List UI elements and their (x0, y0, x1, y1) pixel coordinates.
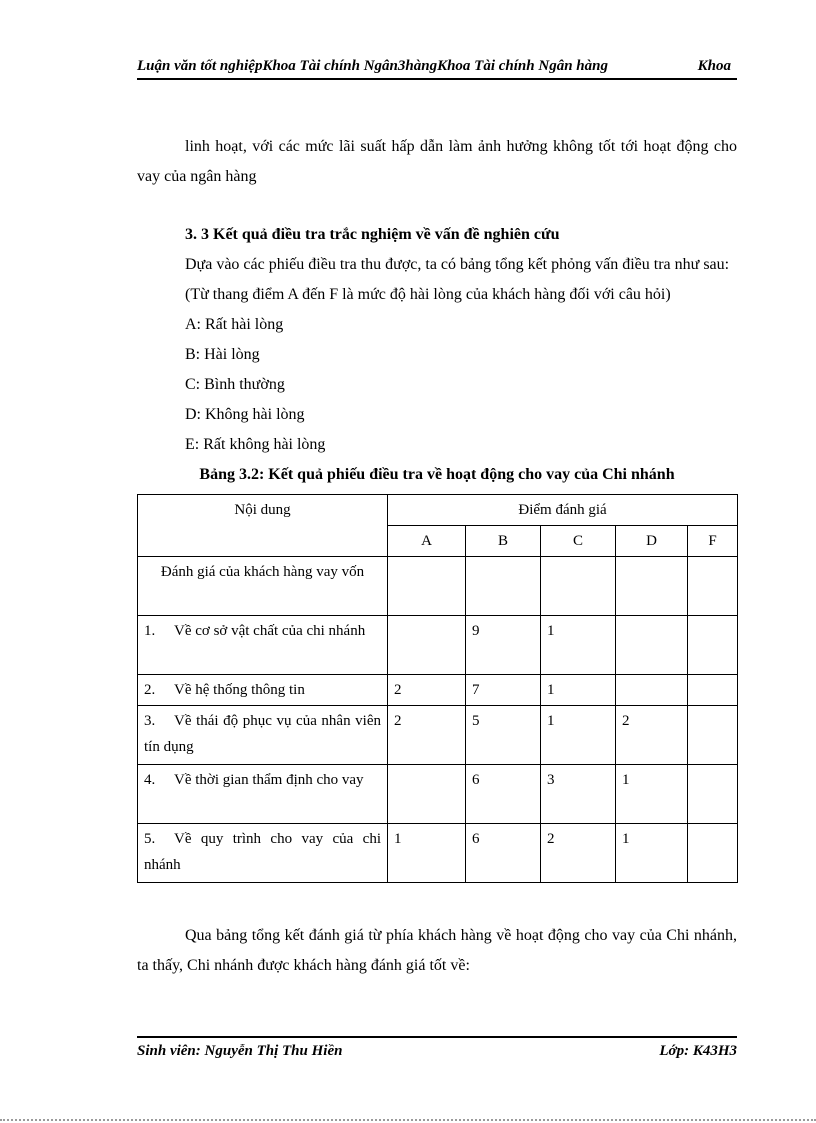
row-number: 3. (144, 713, 156, 729)
grade-cell (688, 675, 738, 706)
row-label (138, 824, 388, 883)
row-text: Về thời gian thẩm định cho vay (174, 772, 364, 788)
header-right-text: Khoa (697, 58, 731, 74)
grade-col-a: A (388, 526, 466, 557)
row-number: 1. (144, 623, 156, 639)
table-caption: Bảng 3.2: Kết quả phiếu điều tra về hoạt động cho vay của Chi nhánh (199, 466, 675, 483)
grade-cell (688, 616, 738, 675)
table-row (138, 616, 738, 675)
col-header-group: Điểm đánh giá (388, 495, 738, 526)
empty-cell (388, 557, 466, 616)
paragraph-conclusion: Qua bảng tổng kết đánh giá từ phía khách hàng về hoạt động cho vay của Chi nhánh, ta thấy, Chi nhánh được khách hàng đánh giá tốt về: (137, 927, 737, 974)
grade-cell: 1 (541, 706, 616, 765)
grade-col-c: C (541, 526, 616, 557)
scale-item-b: B: Hài lòng (185, 346, 260, 363)
table-row (138, 824, 738, 883)
grade-cell: 1 (616, 765, 688, 824)
row-number: 2. (144, 682, 156, 698)
row-label (138, 675, 388, 706)
paragraph-intro: linh hoạt, với các mức lãi suất hấp dẫn làm ảnh hưởng không tốt tới hoạt động cho vay của ngân hàng (137, 138, 737, 185)
row-label (138, 616, 388, 675)
grade-cell: 1 (541, 616, 616, 675)
row-label (138, 765, 388, 824)
empty-cell (541, 557, 616, 616)
row-text: Về cơ sở vật chất của chi nhánh (174, 623, 366, 639)
grade-cell (688, 706, 738, 765)
survey-results-table (137, 494, 738, 883)
scale-item-e: E: Rất không hài lòng (185, 436, 326, 453)
table-row (138, 706, 738, 765)
row-text: Về hệ thống thông tin (174, 682, 305, 698)
table-row (138, 765, 738, 824)
scale-item-a: A: Rất hài lòng (185, 316, 284, 333)
grade-cell (688, 765, 738, 824)
grade-cell: 1 (541, 675, 616, 706)
page-content (137, 0, 737, 981)
scale-item-d: D: Không hài lòng (185, 406, 305, 423)
empty-cell (466, 557, 541, 616)
grade-cell: 3 (541, 765, 616, 824)
footer-class: Lớp: K43H3 (659, 1043, 737, 1059)
row-number: 4. (144, 772, 156, 788)
grade-cell (388, 765, 466, 824)
scale-note: (Từ thang điểm A đến F là mức độ hài lòng của khách hàng đối với câu hỏi) (185, 286, 671, 303)
row-text: Về quy trình cho vay của chi nhánh (144, 831, 381, 873)
grade-cell (688, 824, 738, 883)
grade-cell: 1 (616, 824, 688, 883)
grade-cell (388, 616, 466, 675)
grade-cell: 2 (541, 824, 616, 883)
empty-cell (616, 557, 688, 616)
grade-cell: 2 (616, 706, 688, 765)
col-header-noi-dung: Nội dung (138, 495, 388, 557)
section-label: Đánh giá của khách hàng vay vốn (138, 557, 388, 616)
grade-cell: 2 (388, 675, 466, 706)
page-header (137, 58, 737, 80)
section-heading: 3. 3 Kết quả điều tra trắc nghiệm về vấn đề nghiên cứu (185, 226, 560, 243)
section-row (138, 557, 738, 616)
page-footer (137, 1036, 737, 1060)
footer-student: Sinh viên: Nguyễn Thị Thu Hiền (137, 1043, 343, 1059)
grade-col-d: D (616, 526, 688, 557)
grade-col-f: F (688, 526, 738, 557)
row-number: 5. (144, 831, 156, 847)
grade-cell (616, 675, 688, 706)
empty-cell (688, 557, 738, 616)
scale-item-c: C: Bình thường (185, 376, 285, 393)
grade-col-b: B (466, 526, 541, 557)
page-bottom-edge (0, 1119, 816, 1121)
table-row (138, 675, 738, 706)
table-header-row (138, 495, 738, 526)
grade-cell (616, 616, 688, 675)
grade-cell: 9 (466, 616, 541, 675)
grade-cell: 6 (466, 765, 541, 824)
grade-cell: 1 (388, 824, 466, 883)
header-title: Luận văn tốt nghiệpKhoa Tài chính Ngân3hàngKhoa Tài chính Ngân hàng (137, 58, 608, 74)
grade-cell: 5 (466, 706, 541, 765)
paragraph-lead-in: Dựa vào các phiếu điều tra thu được, ta có bảng tổng kết phỏng vấn điều tra như sau: (185, 256, 730, 273)
row-text: Về thái độ phục vụ của nhân viên tín dụng (144, 713, 381, 755)
row-label (138, 706, 388, 765)
grade-cell: 6 (466, 824, 541, 883)
grade-cell: 2 (388, 706, 466, 765)
grade-cell: 7 (466, 675, 541, 706)
